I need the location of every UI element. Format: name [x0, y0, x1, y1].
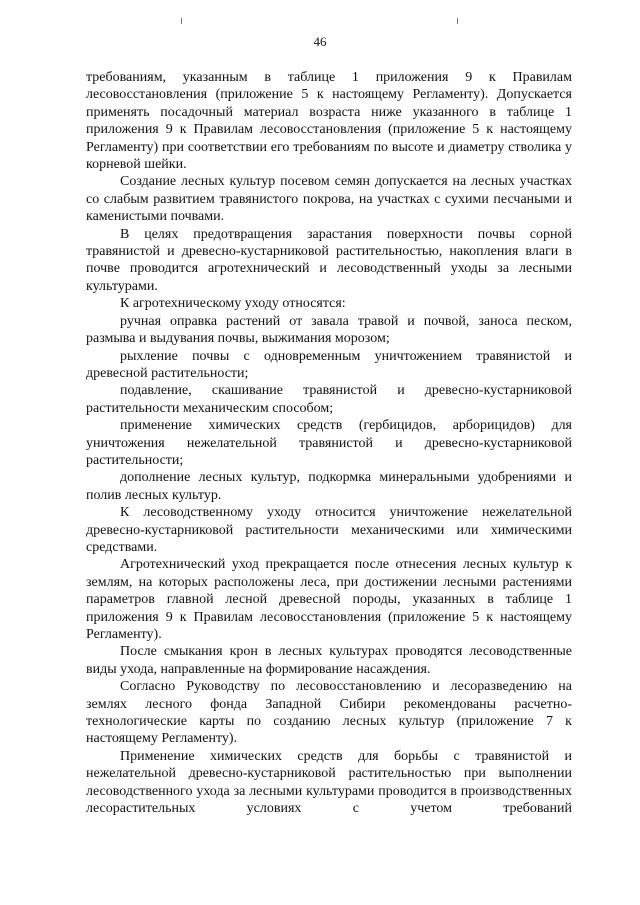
paragraph: К агротехническому уходу относятся: [120, 296, 346, 312]
page-number: 46 [313, 34, 327, 49]
paragraph: В целях предотвращения зарастания поверхности почвы сорной травянистой и древесно-кустарниковой растительностью, накопления влаги в почве проводится агротехнический и лесоводственный уходы за лесными культурами. [86, 226, 572, 294]
document-body [86, 69, 572, 817]
paragraph: Согласно Руководству по лесовосстановлению и лесоразведению на землях лесного фонда Западной Сибири рекомендованы расчетно-технологические карты по созданию лесных культур (приложение 7 к настоящему Регламенту). [86, 679, 572, 747]
paragraph: подавление, скашивание травянистой и древесно-кустарниковой растительности механическим способом; [86, 383, 572, 416]
paragraph: требованиям, указанным в таблице 1 приложения 9 к Правилам лесовосстановления (приложение 5 к настоящему Регламенту). Допускается применять посадочный материал возраста ниже указанного в таблице 1 приложения 9 к Правилам лесовосстановления (приложение 5 к настоящему Регламенту) при соответствии его требованиям по высоте и диаметру стволика у корневой шейки. [86, 70, 572, 173]
paragraph: После смыкания крон в лесных культурах проводятся лесоводственные виды ухода, направленные на формирование насаждения. [86, 644, 572, 677]
paragraph: Создание лесных культур посевом семян допускается на лесных участках со слабым развитием травянистого покрова, на участках с сухими песчаными и каменистыми почвами. [86, 174, 572, 225]
paragraph: Агротехнический уход прекращается после отнесения лесных культур к землям, на которых расположены леса, при достижении лесными растениями параметров главной лесной древесной породы, указанных в таблице 1 приложения 9 к Правилам лесовосстановления (приложение 5 к настоящему Регламенту). [86, 557, 572, 642]
paragraph: рыхление почвы с одновременным уничтожением травянистой и древесной растительности; [86, 348, 572, 381]
scan-mark-left [181, 18, 182, 24]
scan-mark-right [457, 18, 458, 24]
paragraph: дополнение лесных культур, подкормка минеральными удобрениями и полив лесных культур. [86, 470, 572, 503]
paragraph: применение химических средств (гербицидов, арборицидов) для уничтожения нежелательной травянистой и древесно-кустарниковой растительности; [86, 418, 572, 468]
paragraph: К лесоводственному уходу относится уничтожение нежелательной древесно-кустарниковой растительности механическими или химическими средствами. [86, 505, 572, 555]
paragraph: ручная оправка растений от завала травой и почвой, заноса песком, размыва и выдувания почвы, выжимания морозом; [86, 313, 572, 347]
paragraph: Применение химических средств для борьбы с травянистой и нежелательной древесно-кустарниковой растительностью при выполнении лесоводственного ухода за лесными культурами проводится в производственных лесорастительных условиях с учетом требований [86, 748, 572, 817]
